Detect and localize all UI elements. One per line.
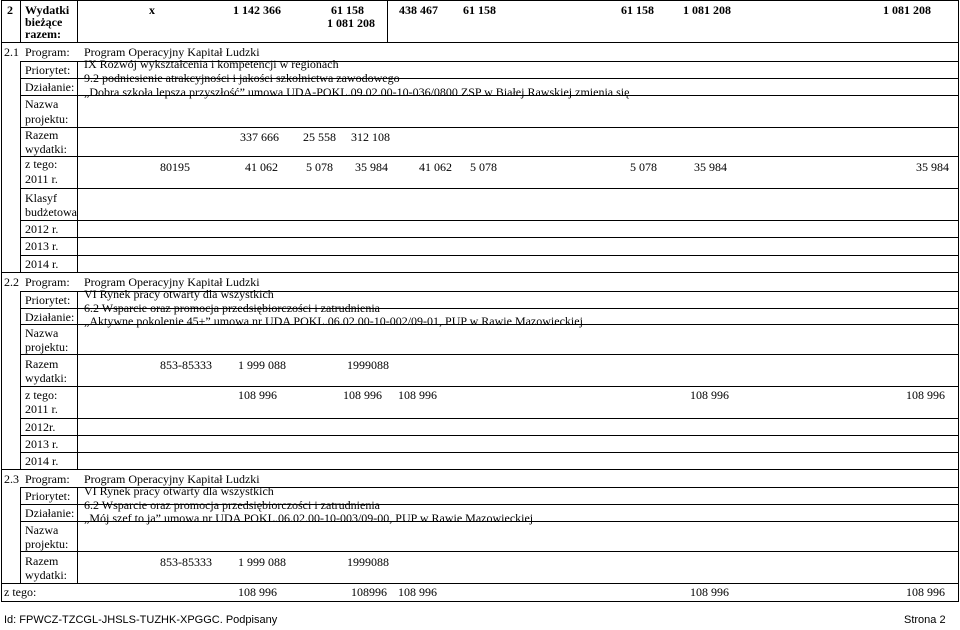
razem-value: 1999088	[347, 358, 389, 372]
header-value: 61 158	[621, 3, 654, 17]
rule	[20, 156, 958, 157]
rule	[958, 0, 959, 602]
dzialanie-value: 6.2 Wsparcie oraz promocja przedsiębiorczości i zatrudnienia	[84, 498, 380, 512]
priorytet-label: Priorytet:	[25, 63, 71, 77]
header-label: razem:	[25, 27, 61, 41]
section-number: 2.1	[4, 45, 19, 59]
dzialanie-label: Działanie:	[25, 506, 75, 520]
ztego-label: z tego:	[25, 388, 58, 402]
ztego-value: 41 062	[245, 160, 278, 174]
razem-value: 25 558	[303, 130, 336, 144]
page-number: Strona 2	[904, 614, 946, 626]
document-id: Id: FPWCZ-TZCGL-JHSLS-TUZHK-XPGGC. Podpisany	[4, 614, 278, 626]
klasyf-label: Klasyf	[25, 191, 57, 205]
project-name: „Dobra szkoła lepsza przyszłość” umowa UDA-POKL.09.02.00-10-036/0800 ZSP w Białej Rawskiej zmienia się	[84, 85, 630, 99]
razem-value: 312 108	[351, 130, 390, 144]
program-label: Program:	[25, 275, 70, 289]
header-value: 1 081 208	[327, 16, 375, 30]
rule	[1, 601, 959, 602]
dzialanie-value: 9.2 podniesienie atrakcyjności i jakości szkolnictwa zawodowego	[84, 71, 400, 85]
year-label: 2013 r.	[25, 437, 59, 451]
ztego-value: 80195	[160, 160, 190, 174]
rule	[387, 0, 388, 43]
ztego-value: 108 996	[690, 585, 729, 599]
ztego-value: 5 078	[470, 160, 497, 174]
rule	[20, 127, 958, 128]
nazwa-label: projektu:	[25, 340, 69, 354]
rule	[20, 220, 958, 221]
ztego-label: z tego:	[25, 157, 58, 171]
razem-value: 1 999 088	[238, 555, 286, 569]
header-value: 1 081 208	[683, 3, 731, 17]
ztego-value: 108 996	[690, 388, 729, 402]
year-label: 2012r.	[25, 420, 56, 434]
project-name: „Aktywne pokolenie 45+” umowa nr UDA POKL.06.02.00-10-002/09-01, PUP w Rawie Mazowieckiej	[84, 314, 583, 328]
ztego-value: 108 996	[398, 585, 437, 599]
dzialanie-label: Działanie:	[25, 310, 75, 324]
rule	[1, 0, 959, 1]
year-label: 2013 r.	[25, 239, 59, 253]
razem-value: 853-85333	[160, 358, 212, 372]
rule	[20, 487, 21, 584]
priorytet-label: Priorytet:	[25, 489, 71, 503]
rule	[20, 418, 958, 419]
razem-label: wydatki:	[25, 142, 67, 156]
rule	[20, 551, 958, 552]
year-label: 2012 r.	[25, 222, 59, 236]
header-label: Wydatki	[25, 3, 70, 17]
razem-label: Razem	[25, 554, 59, 568]
ztego-value: 35 984	[916, 160, 949, 174]
ztego-value: 108996	[351, 585, 387, 599]
rule	[20, 188, 958, 189]
rule	[77, 0, 78, 43]
year-label: 2011 r.	[25, 172, 58, 186]
program-value: Program Operacyjny Kapitał Ludzki	[84, 275, 260, 289]
rule	[20, 291, 21, 470]
rule	[20, 435, 958, 436]
year-label: 2014 r.	[25, 454, 59, 468]
rule	[20, 386, 958, 387]
rule	[77, 487, 78, 584]
header-label: bieżące	[25, 15, 63, 29]
rule	[20, 0, 21, 43]
rule	[1, 469, 959, 470]
rule	[20, 354, 958, 355]
ztego-label: z tego:	[4, 585, 37, 599]
program-value: Program Operacyjny Kapitał Ludzki	[84, 472, 260, 486]
razem-label: Razem	[25, 128, 59, 142]
rule	[20, 452, 958, 453]
priorytet-value: IX Rozwój wykształcenia i kompetencji w regionach	[84, 57, 339, 71]
year-label: 2014 r.	[25, 257, 59, 271]
nazwa-label: projektu:	[25, 112, 69, 126]
razem-value: 337 666	[240, 130, 279, 144]
ztego-value: 5 078	[630, 160, 657, 174]
year-label: 2011 r.	[25, 402, 58, 416]
header-value: x	[149, 3, 155, 17]
program-label: Program:	[25, 472, 70, 486]
row-number: 2	[7, 3, 13, 17]
header-value: 438 467	[399, 3, 438, 17]
ztego-value: 35 984	[355, 160, 388, 174]
razem-label: wydatki:	[25, 568, 67, 582]
ztego-value: 41 062	[419, 160, 452, 174]
rule	[1, 583, 959, 584]
dzialanie-value: 6.2 Wsparcie oraz promocja przedsiębiorczości i zatrudnienia	[84, 301, 380, 315]
priorytet-value: VI Rynek pracy otwarty dla wszystkich	[84, 287, 274, 301]
ztego-value: 108 996	[398, 388, 437, 402]
rule	[1, 42, 959, 43]
rule	[20, 61, 21, 273]
nazwa-label: Nazwa	[25, 523, 59, 537]
header-value: 1 081 208	[883, 3, 931, 17]
priorytet-value: VI Rynek pracy otwarty dla wszystkich	[84, 484, 274, 498]
program-label: Program:	[25, 45, 70, 59]
nazwa-label: Nazwa	[25, 326, 59, 340]
priorytet-label: Priorytet:	[25, 293, 71, 307]
ztego-value: 35 984	[694, 160, 727, 174]
header-value: 1 142 366	[233, 3, 281, 17]
razem-label: wydatki:	[25, 371, 67, 385]
ztego-value: 108 996	[906, 388, 945, 402]
header-value: 61 158	[331, 3, 364, 17]
razem-label: Razem	[25, 357, 59, 371]
ztego-value: 108 996	[906, 585, 945, 599]
rule	[77, 61, 78, 273]
ztego-value: 108 996	[238, 388, 277, 402]
rule	[20, 237, 958, 238]
razem-value: 1 999 088	[238, 358, 286, 372]
nazwa-label: Nazwa	[25, 97, 59, 111]
nazwa-label: projektu:	[25, 537, 69, 551]
project-name: „Mój szef to ja” umowa nr UDA POKL.06.02.00-10-003/09-00, PUP w Rawie Mazowieckiej	[84, 511, 534, 525]
rule	[1, 272, 959, 273]
dzialanie-label: Działanie:	[25, 80, 75, 94]
rule	[77, 291, 78, 470]
ztego-value: 108 996	[238, 585, 277, 599]
ztego-value: 5 078	[306, 160, 333, 174]
section-number: 2.3	[4, 472, 19, 486]
razem-value: 1999088	[347, 555, 389, 569]
section-number: 2.2	[4, 275, 19, 289]
header-value: 61 158	[463, 3, 496, 17]
rule	[1, 0, 2, 602]
razem-value: 853-85333	[160, 555, 212, 569]
ztego-value: 108 996	[343, 388, 382, 402]
rule	[20, 255, 958, 256]
klasyf-label: budżetowa	[25, 205, 77, 219]
program-value: Program Operacyjny Kapitał Ludzki	[84, 45, 260, 59]
